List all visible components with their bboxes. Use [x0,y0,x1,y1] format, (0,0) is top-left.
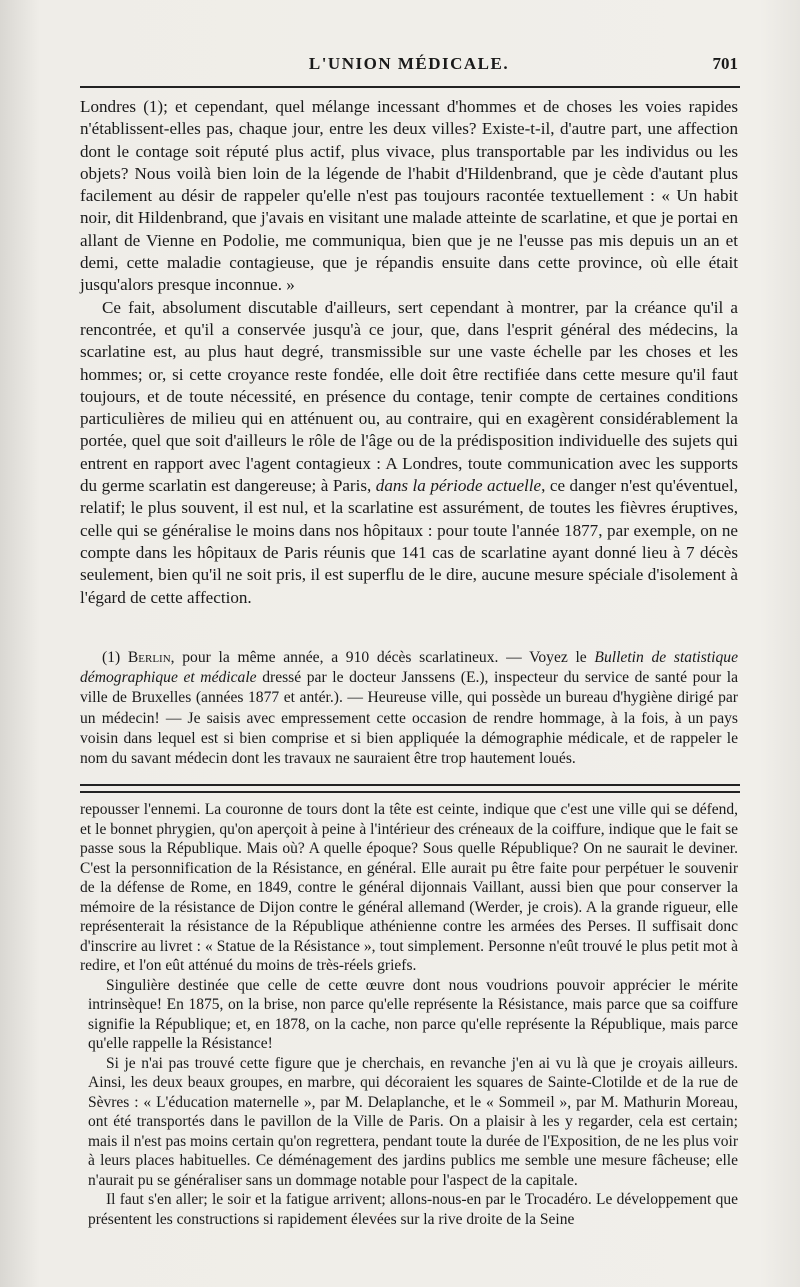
paragraph-1: Londres (1); et cependant, quel mélange incessant d'hommes et de choses les voies rapides n'établissent-elles pas, chaque jour, entre les deux villes? Existe-t-il, d'autre part, une affection dont le contage soit réputé plus actif, plus vivace, plus transportable par les individus ou les objets? Nous voilà bien loin de la légende de l'habit d'Hildenbrand, que je cède d'autant plus facilement au désir de rappeler qu'elle n'est pas toujours racontée textuellement : « Un habit noir, dit Hildenbrand, que j'avais en visitant une malade atteinte de scarlatine, et que je portai en allant de Vienne en Podolie, me communiqua, bien que je ne l'eusse pas mis depuis un an et demi, cette maladie contagieuse, que je répandis ensuite dans cette province, où elle était jusqu'alors presque inconnue. » [80,97,738,295]
feuilleton-paragraph-3: Si je n'ai pas trouvé cette figure que je cherchais, en revanche j'en ai vu là que je croyais ailleurs. Ainsi, les deux beaux groupes, en marbre, qui décoraient les squares de Sainte-Clotilde et de la rue de Sèvres : « L'éducation maternelle », par M. Delaplanche, et le « Sommeil », par M. Mathurin Moreau, ont été transportés dans le pavillon de la Ville de Paris. On a plaisir à les y regarder, cela est certain; mais il n'est pas moins certain qu'on regrettera, pendant toute la durée de l'Exposition, de ne les plus voir à leurs places habituelles. Ce déménagement des jardins publics me semble une mesure fâcheuse; elle n'aurait pu se généraliser sans un dommage notable pour l'aspect de la capitale. [88,1054,738,1189]
paragraph-2 [80,297,738,609]
feuilleton-paragraph-1: repousser l'ennemi. La couronne de tours dont la tête est ceinte, indique que c'est une ville qui se défend, et le bonnet phrygien, qu'on aperçoit à peine à l'intérieur des créneaux de la coiffure, indique que le fait se passe sous la République. Mais où? A quelle époque? Sous quelle République? On ne saurait le deviner. C'est la personnification de la Résistance, en général. Elle aurait pu être faite pour perpétuer le souvenir de la défense de Rome, en 1849, contre le général dijonnais Vaillant, aussi bien que pour conserver la mémoire de la résistance de Dijon contre le général allemand (Werder, je crois). A la grande rigueur, elle représenterait la résistance de la République athénienne contre les armées des Perses. Il suffisait donc d'inscrire au livret : « Statue de la Résistance », tout simplement. Personne n'eût trouvé le plus petit mot à redire, et l'on eût atténué du moins de très-réels griefs. [80,801,738,974]
footnote-text-b: dressé par le docteur Janssens (E.), inspecteur du service de santé pour la ville de Bruxelles (années 1877 et antér.). — Heureuse ville, qui possède un bureau d'hygiène dirigé par un médecin! — Je saisis avec empressement cette occasion de rendre hommage, à la fois, à un pays voisin dans lequel est si bien comprise et si bien appliquée la démographie médicale, et de rappeler le nom du savant médecin dont les travaux ne sauraient être trop hautement loués. [80,669,739,768]
feuilleton-column [80,800,738,1229]
header-rule [80,86,740,88]
running-header [80,50,738,80]
footnote-text-a: , pour la même année, a 910 décès scarlatineux. — Voyez le [170,649,595,666]
section-double-rule [80,784,740,793]
footnote-name: Berlin [127,649,171,666]
footnote [80,648,738,769]
paragraph-2-italic: dans la période actuelle [375,476,542,496]
footnote-marker: (1) [102,649,128,666]
paragraph-2-text-a: Ce fait, absolument discutable d'ailleurs, sert cependant à montrer, par la créance qu'il a rencontrée, et qu'il a conservée jusqu'à ce jour, que, dans l'esprit général des médecins, la scarlatine est, au plus haut degré, transmissible sur une vaste échelle par les choses et les hommes; or, si cette croyance reste fondée, elle doit être rectifiée dans cette mesure qu'il faut toujours, et de toute nécessité, en présence du contage, tenir compte de certaines conditions particulières de milieu qui en atténuent ou, au contraire, qui en exagèrent considérablement la portée, quel que soit d'ailleurs le rôle de l'âge ou de la prédisposition individuelle des sujets qui entrent en rapport avec l'agent contagieux : A Londres, toute communication avec les supports du germe scarlatin est dangereuse; à Paris, [80,297,738,496]
footnote-italic: Bulletin de statistique démographique et médicale [80,649,738,687]
feuilleton-paragraph-4: Il faut s'en aller; le soir et la fatigue arrivent; allons-nous-en par le Trocadéro. Le développement que présentent les constructions si rapidement élevées sur la rive droite de la Seine [88,1191,738,1228]
journal-title: L'UNION MÉDICALE. [308,54,510,73]
page-number: 701 [712,54,738,73]
article-top-column [80,96,738,609]
footnote-text [80,648,738,769]
feuilleton-paragraph-2: Singulière destinée que celle de cette œuvre dont nous voudrions pouvoir apprécier le mérite intrinsèque! En 1875, on la brise, non parce qu'elle représente la Résistance, mais parce que sa coiffure signifie la République; et, en 1878, on la cache, non parce qu'elle représente la République, mais parce qu'elle rappelle la Résistance! [88,976,738,1052]
paragraph-2-text-b: , ce danger n'est qu'éventuel, relatif; le plus souvent, il est nul, et la scarlatine est assurément, de toutes les fièvres éruptives, celle qui se généralise le moins dans nos hôpitaux : pour toute l'année 1877, par exemple, on ne compte dans les hôpitaux de Paris réunis que 141 cas de scarlatine ayant donné lieu à 7 décès seulement, bien qu'il ne soit pris, il est superflu de le dire, aucune mesure spéciale d'isolement à l'égard de cette affection. [80,476,738,607]
